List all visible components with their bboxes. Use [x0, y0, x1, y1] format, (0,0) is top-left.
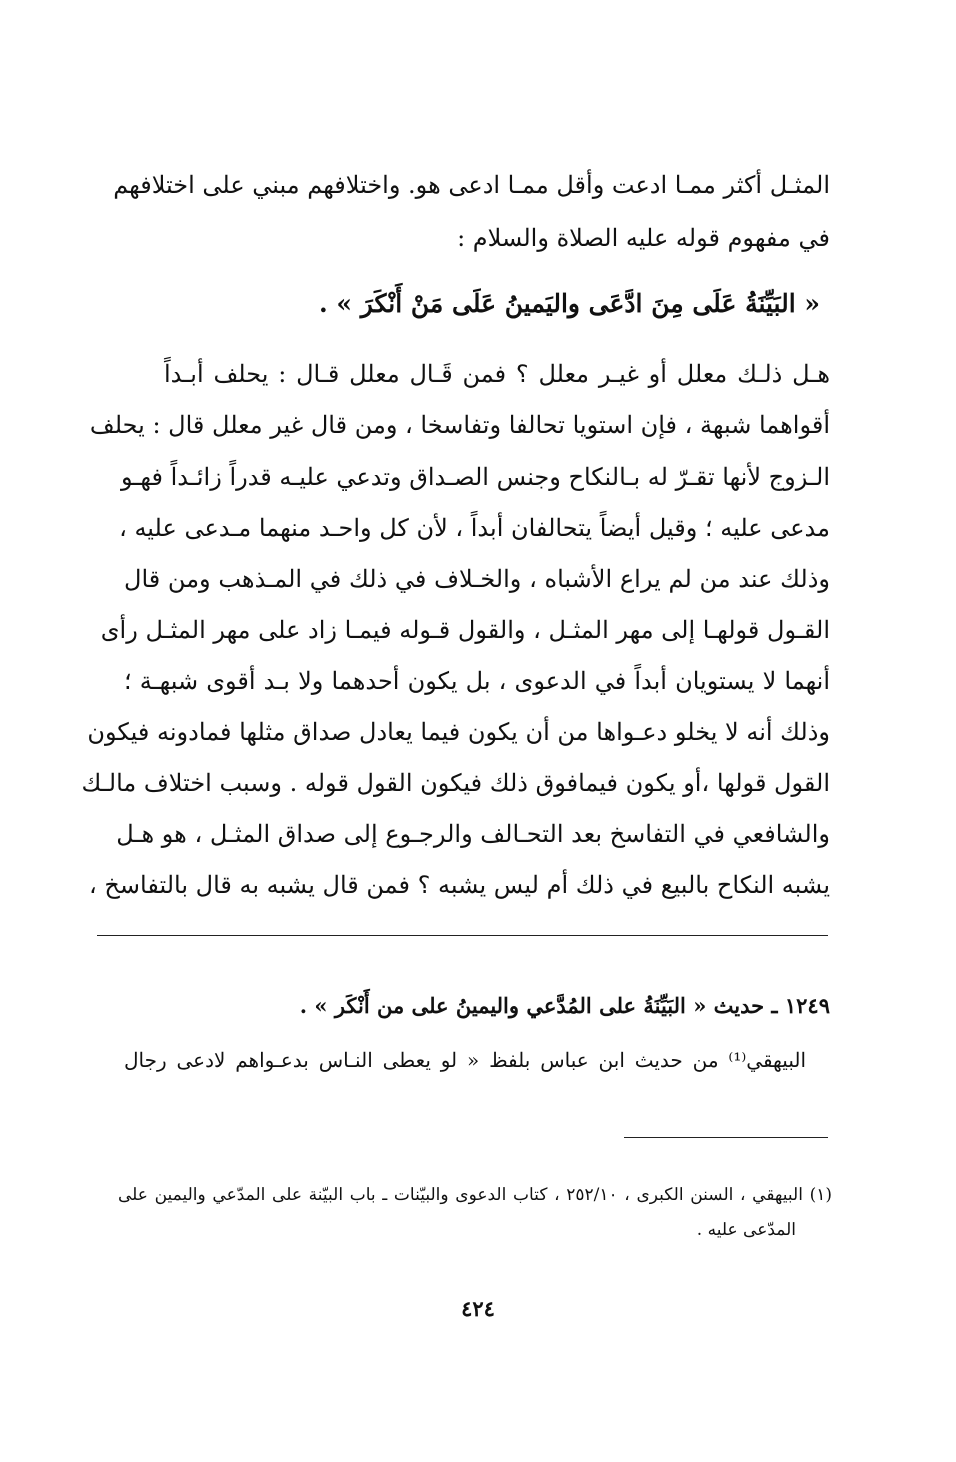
body-line: وذلك أنه لا يخلو دعـواها من أن يكون فيما يعادل صداق مثلها فمادونه فيكون: [87, 718, 830, 746]
body-line: يشبه النكاح بالبيع في ذلك أم ليس يشبه ؟ فمن قال يشبه به قال بالتفاسخ ،: [89, 871, 830, 899]
body-line: مدعى عليه ؛ وقيل أيضاً يتحالفان أبداً ، لأن كل واحـد منهما مـدعى عليه ،: [119, 514, 830, 542]
body-line: القول قولها ،أو يكون فيمافوق ذلك فيكون القول قوله . وسبب اختلاف مالـك: [81, 769, 830, 797]
annotation-text: البيهقي⁽¹⁾ من حديث ابن عباس بلفظ « لو يعطى النـاس بدعـواهم لادعى رجال: [124, 1048, 806, 1072]
body-line: المثـل أكثر ممـا ادعت وأقل ممـا ادعى هو. واختلافهم مبني على اختلافهم: [113, 171, 830, 199]
body-line: والشافعي في التفاسخ بعد التحـالف والرجـوع إلى صداق المثـل ، هو هـل: [116, 820, 830, 848]
footnote-rule: [624, 1137, 828, 1138]
body-line: هـل ذلـك معلل أو غيـر معلل ؟ فمن قَـال معلل قـال : يحلف أبـداً: [164, 360, 830, 388]
separator-rule: [97, 935, 828, 936]
body-line: القـول قولهـا إلى مهر المثـل ، والقول قـوله فيمـا زاد على مهر المثـل رأى: [100, 616, 830, 644]
footnote-line: (١) البيهقي ، السنن الكبرى ، ٢٥٢/١٠ ، كتاب الدعوى والبيّنات ـ باب البيّنة على المدّعي واليمين على: [118, 1185, 833, 1205]
hadith-quote: « البَيِّنَةُ عَلَى مِنَ ادَّعَى واليَمينُ عَلَى مَنْ أَنْكَرَ » .: [318, 289, 820, 318]
annotation-heading: ١٢٤٩ ـ حديث « البَيِّنَةُ على المُدَّعي واليمينُ على من أَنْكَر » .: [299, 993, 830, 1018]
footnote-line: المدّعى عليه .: [696, 1220, 796, 1240]
body-line: أقواهما شبهة ، فإن استويا تحالفا وتفاسخا ، ومن قال غير معلل قال : يحلف: [89, 411, 830, 439]
body-line: وذلك عند من لم يراع الأشباه ، والخـلاف في ذلك في المـذهب ومن قال: [124, 565, 830, 593]
body-line: أنهما لا يستويان أبداً في الدعوى ، بل يكون أحدهما ولا بـد أقوى شبهـة ؛: [124, 667, 830, 695]
body-line: في مفهوم قوله عليه الصلاة والسلام :: [457, 224, 830, 252]
body-line: الـزوج لأنها تقـرّ له بـالنكاح وجنس الصـداق وتدعي عليـه قدراً زائـداً فهـو: [120, 463, 830, 491]
page-number: ٤٢٤: [461, 1296, 495, 1321]
